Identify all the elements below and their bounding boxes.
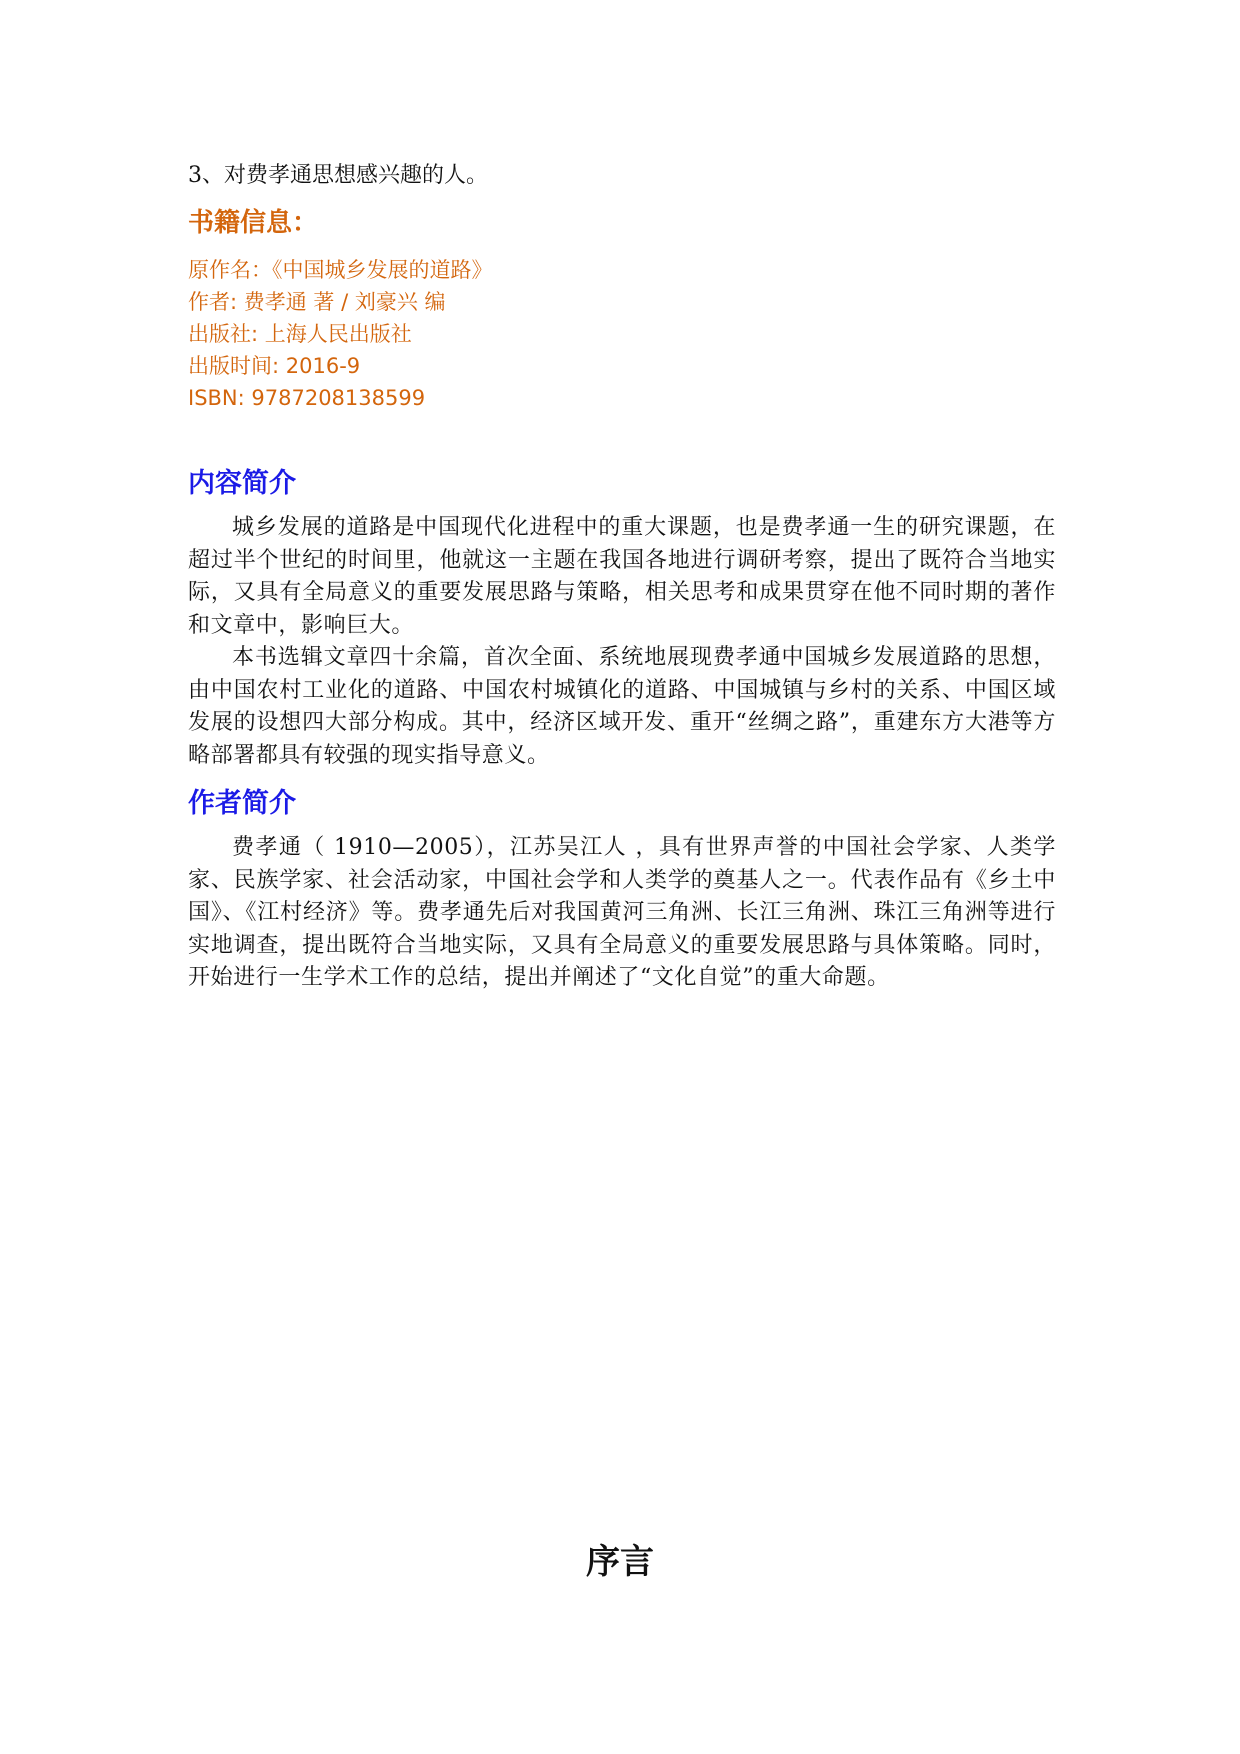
author-intro-paragraph: 费孝通（ 1910—2005），江苏吴江人 ，具有世界声誉的中国社会学家、人类学家、民族学家、社会活动家，中国社会学和人类学的奠基人之一。代表作品有《乡土中国》、《江村经济》等。费孝通先后对我国黄河三角洲、长江三角洲、珠江三角洲等进行实地调查，提出既符合当地实际，又具有全局意义的重要发展思路与具体策略。同时，开始进行一生学术工作的总结，提出并阐述了“文化自觉”的重大命题。: [188, 835, 1056, 990]
content-intro-paragraph: 城乡发展的道路是中国现代化进程中的重大课题，也是费孝通一生的研究课题，在超过半个世纪的时间里，他就这一主题在我国各地进行调研考察，提出了既符合当地实际，又具有全局意义的重要发展思路与策略，相关思考和成果贯穿在他不同时期的著作和文章中，影响巨大。: [188, 515, 1056, 638]
content-intro-heading: 内容简介: [188, 468, 296, 499]
content-intro-paragraph: 本书选辑文章四十余篇，首次全面、系统地展现费孝通中国城乡发展道路的思想，由中国农村工业化的道路、中国农村城镇化的道路、中国城镇与乡村的关系、中国区域发展的设想四大部分构成。其中，经济区域开发、重开“丝绸之路”，重建东方大港等方略部署都具有较强的现实指导意义。: [188, 645, 1056, 768]
pub-date-line: 出版时间: 2016-9: [188, 354, 361, 378]
author-intro-heading: 作者简介: [188, 788, 296, 819]
preface-title: 序言: [586, 1542, 654, 1582]
isbn-line: ISBN: 9787208138599: [188, 386, 426, 410]
book-info-heading: 书籍信息：: [188, 208, 319, 238]
audience-list-item: 3、对费孝通思想感兴趣的人。: [188, 163, 488, 188]
author-line: 作者: 费孝通 著 / 刘豪兴 编: [188, 290, 446, 314]
original-title-line: 原作名：《中国城乡发展的道路》: [188, 258, 493, 282]
page-content: [188, 160, 1056, 995]
publisher-line: 出版社: 上海人民出版社: [188, 322, 412, 346]
